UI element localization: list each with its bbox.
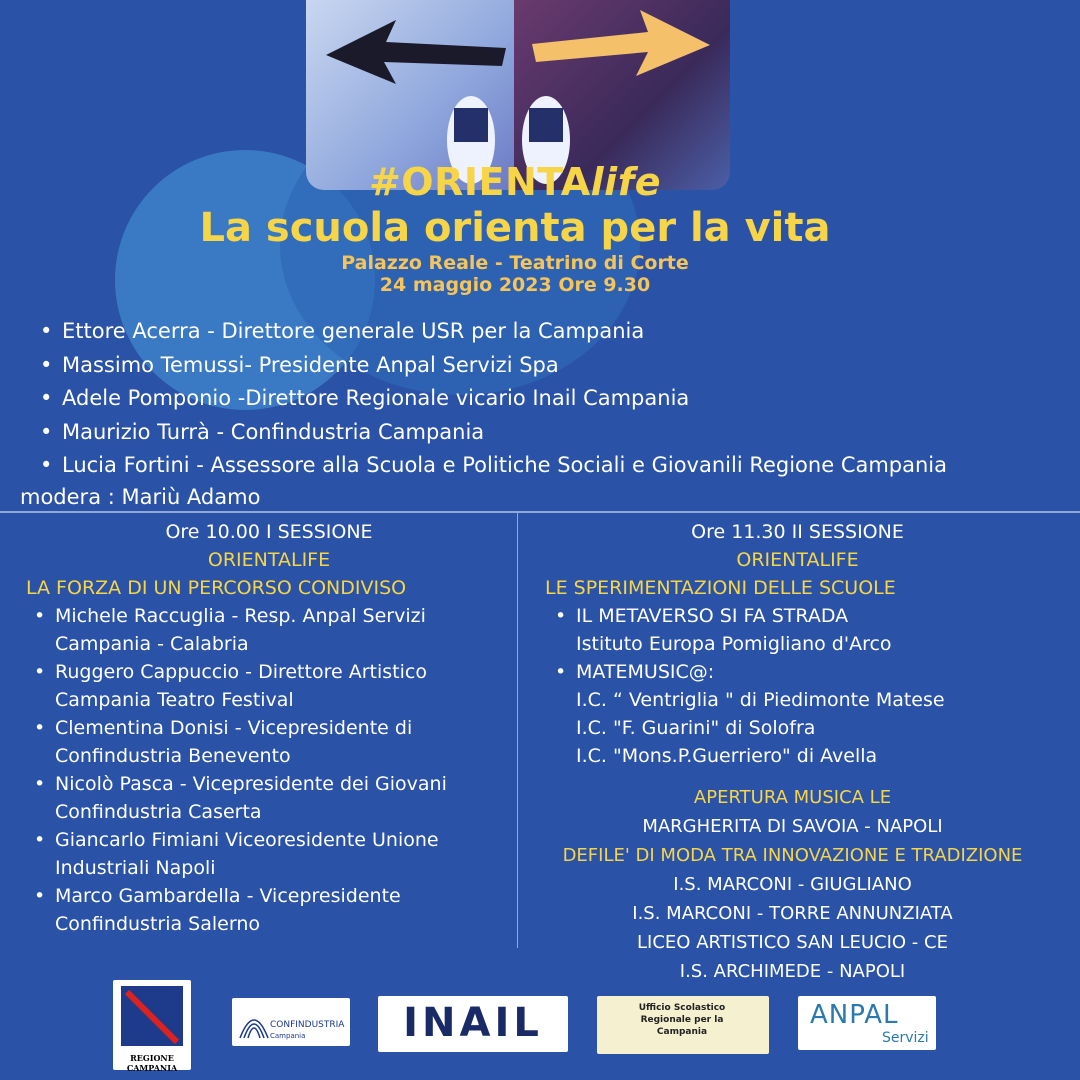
session-2-events xyxy=(525,783,1060,986)
event-venue: Palazzo Reale - Teatrino di Corte xyxy=(341,252,689,274)
session-2 xyxy=(525,518,1070,770)
list-item: • Nicolò Pasca - Vicepresidente dei Giovani Confindustria Caserta xyxy=(34,773,447,823)
speaker-item: • Ettore Acerra - Direttore generale USR per la Campania xyxy=(40,315,1080,349)
usr-campania-logo: Ufficio Scolastico Regionale per la Campania xyxy=(597,996,769,1054)
list-item: • Michele Raccuglia - Resp. Anpal Servizi Campania - Calabria xyxy=(34,605,426,655)
school-item: I.S. ARCHIMEDE - NAPOLI xyxy=(679,961,906,982)
apertura-heading: APERTURA MUSICA LE xyxy=(693,787,892,808)
session-1-orientalife: ORIENTALIFE xyxy=(207,549,331,571)
session-1-theme: LA FORZA DI UN PERCORSO CONDIVISO xyxy=(26,577,407,599)
speaker-item: • Adele Pomponio -Direttore Regionale vicario Inail Campania xyxy=(40,382,1080,416)
session-1 xyxy=(24,518,514,938)
school-item: I.S. MARCONI - GIUGLIANO xyxy=(673,874,912,895)
session-2-orientalife: ORIENTALIFE xyxy=(736,549,859,571)
list-item: • Clementina Donisi - Vicepresidente di Confindustria Benevento xyxy=(34,717,413,767)
session-2-theme: LE SPERIMENTAZIONI DELLE SCUOLE xyxy=(545,577,896,599)
session-1-speakers xyxy=(24,602,514,938)
school-item: I.S. MARCONI - TORRE ANNUNZIATA xyxy=(632,903,953,924)
defile-heading: DEFILE' DI MODA TRA INNOVAZIONE E TRADIZIONE xyxy=(562,845,1023,866)
session-2-items xyxy=(525,602,1070,770)
list-item: • IL METAVERSO SI FA STRADA Istituto Europa Pomigliano d'Arco xyxy=(555,605,892,655)
list-item: • MATEMUSIC@: I.C. “ Ventriglia " di Piedimonte Matese I.C. "F. Guarini" di Solofra I.C. "Mons.P.Guerriero" di Avella xyxy=(555,661,945,767)
regione-campania-logo: REGIONE CAMPANIA xyxy=(113,980,191,1070)
anpal-servizi-logo: ANPAL Servizi xyxy=(798,996,936,1050)
speaker-item: • Massimo Temussi- Presidente Anpal Servizi Spa xyxy=(40,349,1080,383)
partner-logos xyxy=(0,980,1080,1080)
speaker-item: • Maurizio Turrà - Confindustria Campania xyxy=(40,416,1080,450)
event-title-block xyxy=(150,160,880,296)
session-1-heading: Ore 10.00 I SESSIONE xyxy=(165,521,373,543)
session-2-heading: Ore 11.30 II SESSIONE xyxy=(691,521,904,543)
horizontal-divider xyxy=(0,511,1080,513)
confindustria-logo: CONFINDUSTRIA Campania xyxy=(232,998,350,1046)
speaker-item: • Lucia Fortini - Assessore alla Scuola e Politiche Sociali e Giovanili Regione Campania xyxy=(40,449,1080,483)
list-item: • Giancarlo Fimiani Viceoresidente Unione Industriali Napoli xyxy=(34,829,439,879)
speakers-list xyxy=(40,315,1080,483)
event-title: La scuola orienta per la vita xyxy=(199,205,831,251)
moderator: modera : Mariù Adamo xyxy=(20,485,261,509)
vertical-divider xyxy=(517,513,518,948)
event-date: 24 maggio 2023 Ore 9.30 xyxy=(379,274,651,296)
event-hashtag: #ORIENTAlife xyxy=(368,160,662,204)
apertura-school: MARGHERITA DI SAVOIA - NAPOLI xyxy=(642,816,943,837)
inail-logo: INAIL xyxy=(378,996,568,1052)
list-item: • Ruggero Cappuccio - Direttore Artistico Campania Teatro Festival xyxy=(34,661,427,711)
list-item: • Marco Gambardella - Vicepresidente Confindustria Salerno xyxy=(34,885,401,935)
school-item: LICEO ARTISTICO SAN LEUCIO - CE xyxy=(637,932,948,953)
